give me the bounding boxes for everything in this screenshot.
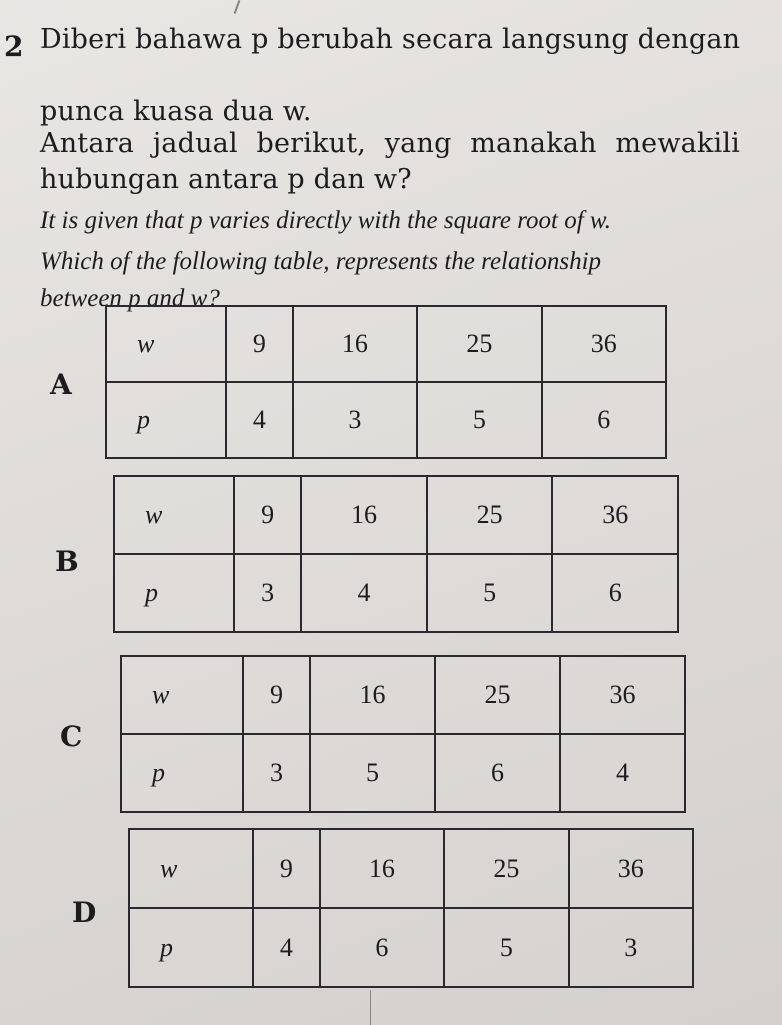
table-row xyxy=(121,734,685,812)
w-value-cell: 16 xyxy=(320,829,444,908)
p-value-cell: 4 xyxy=(560,734,685,812)
question-number: 2 xyxy=(4,30,24,63)
scan-artifact-line xyxy=(370,990,371,1025)
option-a-label: A xyxy=(50,368,72,401)
p-value-cell: 5 xyxy=(427,554,553,632)
table-row xyxy=(114,476,678,554)
w-header-cell: w xyxy=(106,306,226,382)
question-malay-line-4: hubungan antara p dan w? xyxy=(40,164,412,195)
p-value-cell: 3 xyxy=(569,908,693,987)
question-english-line-1: It is given that p varies directly with the square root of w. xyxy=(40,207,611,234)
p-value-cell: 6 xyxy=(542,382,666,458)
table-row xyxy=(129,829,693,908)
p-value-cell: 5 xyxy=(444,908,568,987)
p-value-cell: 4 xyxy=(226,382,293,458)
p-header-cell: p xyxy=(121,734,243,812)
p-value-cell: 3 xyxy=(293,382,417,458)
w-value-cell: 9 xyxy=(243,656,310,734)
w-value-cell: 9 xyxy=(234,476,301,554)
p-value-cell: 4 xyxy=(253,908,320,987)
option-b-table xyxy=(113,475,679,633)
w-value-cell: 16 xyxy=(301,476,427,554)
question-malay-line-1: Diberi bahawa p berubah secara langsung dengan xyxy=(40,24,741,55)
table-row xyxy=(114,554,678,632)
option-d-label: D xyxy=(72,896,97,929)
p-header-cell: p xyxy=(114,554,234,632)
w-value-cell: 25 xyxy=(417,306,541,382)
p-value-cell: 3 xyxy=(243,734,310,812)
p-value-cell: 3 xyxy=(234,554,301,632)
table-row xyxy=(106,382,666,458)
w-value-cell: 9 xyxy=(253,829,320,908)
table-row xyxy=(121,656,685,734)
w-value-cell: 36 xyxy=(542,306,666,382)
w-value-cell: 16 xyxy=(310,656,435,734)
option-c-table xyxy=(120,655,686,813)
p-value-cell: 5 xyxy=(310,734,435,812)
w-value-cell: 25 xyxy=(427,476,553,554)
question-malay-line-3: Antara jadual berikut, yang manakah mewakili xyxy=(40,128,740,159)
w-header-cell: w xyxy=(121,656,243,734)
p-value-cell: 4 xyxy=(301,554,427,632)
w-value-cell: 9 xyxy=(226,306,293,382)
w-value-cell: 36 xyxy=(569,829,693,908)
w-value-cell: 36 xyxy=(552,476,678,554)
option-a-table xyxy=(105,305,667,459)
w-header-cell: w xyxy=(114,476,234,554)
option-c-label: C xyxy=(60,720,83,753)
pen-mark xyxy=(234,0,241,14)
table-row xyxy=(106,306,666,382)
p-value-cell: 6 xyxy=(320,908,444,987)
question-english-line-2: Which of the following table, represents the relationship xyxy=(40,248,602,275)
w-header-cell: w xyxy=(129,829,253,908)
table-row xyxy=(129,908,693,987)
w-value-cell: 16 xyxy=(293,306,417,382)
question-english-line-3: between p and w? xyxy=(40,285,220,312)
w-value-cell: 25 xyxy=(444,829,568,908)
p-header-cell: p xyxy=(106,382,226,458)
w-value-cell: 25 xyxy=(435,656,560,734)
option-d-table xyxy=(128,828,694,988)
w-value-cell: 36 xyxy=(560,656,685,734)
p-header-cell: p xyxy=(129,908,253,987)
p-value-cell: 6 xyxy=(552,554,678,632)
question-malay-line-2: punca kuasa dua w. xyxy=(40,96,312,127)
p-value-cell: 6 xyxy=(435,734,560,812)
p-value-cell: 5 xyxy=(417,382,541,458)
option-b-label: B xyxy=(55,545,79,578)
